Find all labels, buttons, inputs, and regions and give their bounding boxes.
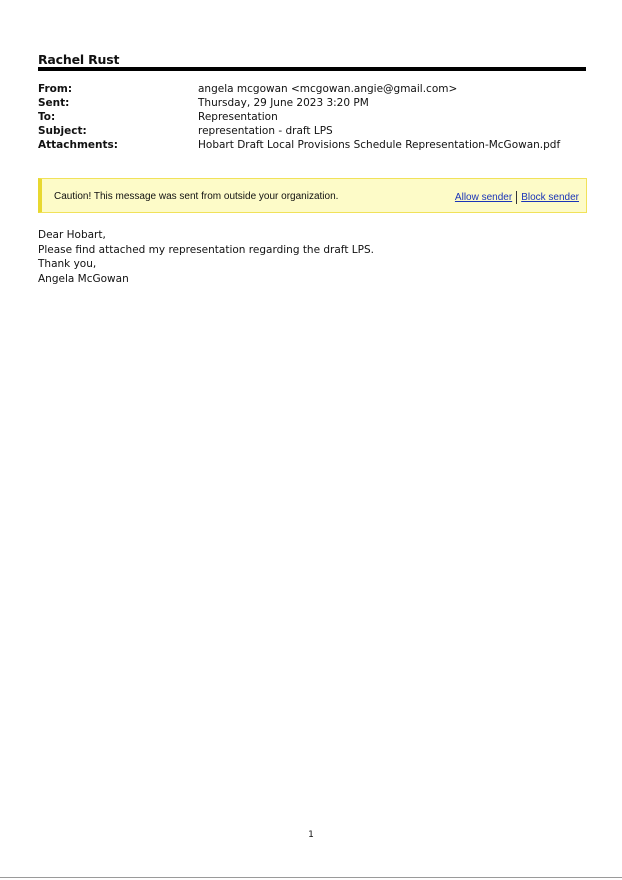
attachment-filename: Hobart Draft Local Provisions Schedule Representation-McGowan.pdf — [198, 139, 561, 151]
to-value: Representation — [198, 111, 278, 123]
allow-sender-link[interactable]: Allow sender — [454, 192, 513, 203]
subject-value: representation - draft LPS — [198, 125, 333, 137]
caution-link-separator — [516, 191, 517, 204]
sender-display-name: Rachel Rust — [38, 52, 120, 67]
meta-row-to — [38, 110, 586, 124]
external-sender-caution-banner — [38, 178, 587, 213]
email-metadata — [38, 82, 586, 152]
body-line-closing: Thank you, — [38, 258, 97, 270]
page-bottom-edge — [0, 877, 622, 878]
meta-row-subject — [38, 124, 586, 138]
header-divider — [38, 67, 586, 71]
sent-value: Thursday, 29 June 2023 3:20 PM — [198, 97, 369, 109]
email-body — [38, 228, 374, 286]
page-number: 1 — [308, 830, 314, 840]
sent-label: Sent: — [38, 97, 70, 109]
caution-actions — [455, 191, 579, 204]
caution-message: Caution! This message was sent from outside your organization. — [54, 191, 339, 202]
from-value: angela mcgowan <mcgowan.angie@gmail.com> — [198, 83, 458, 95]
block-sender-link[interactable]: Block sender — [521, 192, 579, 203]
attachments-label: Attachments: — [38, 139, 118, 151]
meta-row-from — [38, 82, 586, 96]
body-line-signature: Angela McGowan — [38, 272, 129, 285]
body-line-greeting: Dear Hobart, — [38, 229, 106, 241]
subject-label: Subject: — [38, 125, 87, 137]
meta-row-attachments — [38, 138, 586, 152]
from-label: From: — [38, 83, 73, 95]
meta-row-sent — [38, 96, 586, 110]
to-label: To: — [38, 111, 56, 123]
body-line-message: Please find attached my representation regarding the draft LPS. — [38, 243, 374, 256]
